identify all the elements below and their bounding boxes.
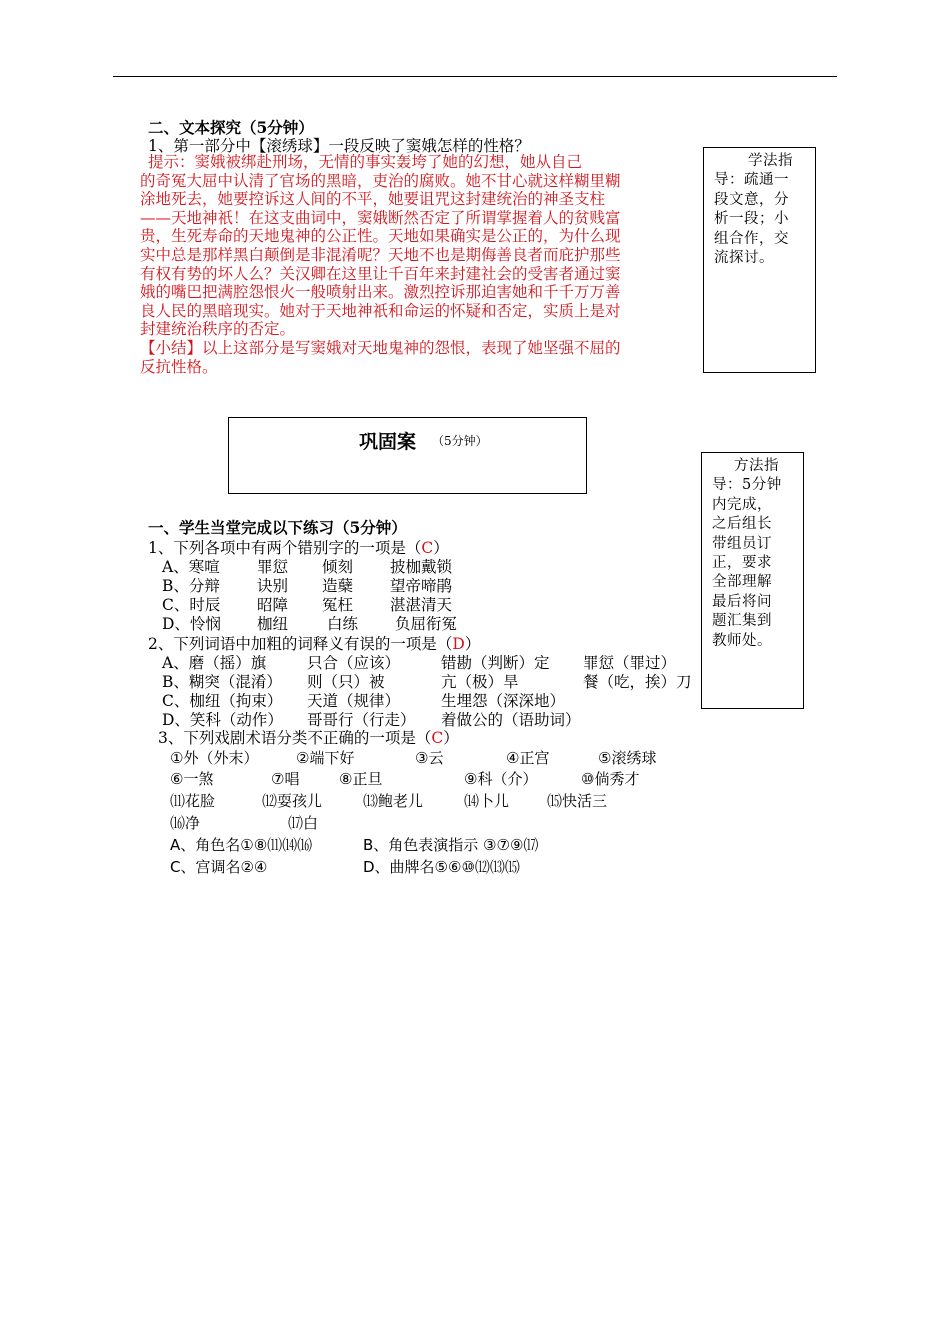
option-word: B、糊突（混淆） — [162, 673, 282, 691]
box-line: 正，要求 — [712, 555, 772, 572]
term: ⑤滚绣球 — [598, 749, 657, 767]
question-close: ） — [433, 539, 449, 557]
answer-letter: C — [421, 539, 434, 557]
option-word: C、枷纽（拘束） — [162, 692, 283, 710]
answer-letter: D — [452, 635, 465, 653]
option-word: 亢（极）旱 — [441, 673, 519, 691]
hint-paragraph — [140, 153, 636, 376]
box-line: 带组员订 — [712, 535, 772, 552]
box-line: 之后组长 — [712, 516, 772, 533]
option-word: 天道（规律） — [307, 692, 401, 710]
term: ⑩倘秀才 — [581, 770, 640, 788]
term: ⑾花脸 — [170, 792, 216, 810]
hint-line: 实中总是那样黑白颠倒是非混淆呢？天地不也是期侮善良者而庇护那些 — [140, 245, 621, 264]
term: ⑦唱 — [271, 770, 300, 788]
term: ⒂快活三 — [547, 792, 608, 810]
box-line: 教师处。 — [712, 632, 772, 649]
summary-line: 【小结】以上这部分是写窦娥对天地鬼神的怨恨，表现了她坚强不屈的 — [140, 338, 621, 357]
hint-line: ——天地神祇！在这支曲词中，窦娥断然否定了所谓掌握着人的贫贱富 — [140, 208, 621, 227]
option-word: A、磨（摇）旗 — [162, 654, 267, 672]
method-guide-box — [701, 452, 804, 709]
question-1-text: 1、第一部分中【滚绣球】一段反映了窦娥怎样的性格？ — [148, 137, 530, 155]
hint-line: 贵，生死寿命的天地鬼神的公正性。天地如果确实是公正的，为什么现 — [140, 227, 621, 246]
box-line: 全部理解 — [712, 574, 772, 591]
exercise-heading: 一、学生当堂完成以下练习（5分钟） — [148, 518, 407, 537]
option-word: 罪愆（罪过） — [583, 654, 677, 672]
option-word: 负屈衔冤 — [395, 615, 458, 633]
term: ⑧正旦 — [339, 770, 383, 788]
consolidation-title-box — [228, 417, 587, 494]
option-word: 造蘖 — [322, 577, 354, 595]
box-line: 最后将问 — [712, 593, 772, 610]
term: ⒁卜儿 — [464, 792, 510, 810]
question-close: ） — [464, 635, 481, 653]
term: ③云 — [415, 749, 444, 767]
study-method-box — [703, 147, 816, 373]
answer-option: A、角色名①⑧⑾⒁⒃ — [170, 836, 313, 854]
question-stem: 1、下列各项中有两个错别字的一项是（ — [148, 539, 422, 557]
hint-line: 良人民的黑暗现实。她对于天地神祇和命运的怀疑和否定，实质上是对 — [140, 301, 621, 320]
question-close: ） — [443, 729, 459, 747]
option-word: 昭障 — [257, 596, 289, 614]
box-line: 题汇集到 — [712, 613, 772, 630]
option-word: 白练 — [327, 615, 359, 633]
option-word: 冤枉 — [322, 596, 354, 614]
exercise-q3-stem — [158, 726, 459, 748]
option-word: 错勘（判断）定 — [441, 654, 550, 672]
consolidation-title: 巩固案 — [359, 431, 417, 453]
answer-letter: C — [431, 729, 444, 747]
term: ⑥一煞 — [170, 770, 214, 788]
section-heading: 二、文本探究（5分钟） — [148, 118, 314, 137]
option-word: 枷纽 — [257, 615, 289, 633]
term: ⑿耍孩儿 — [262, 792, 323, 810]
hint-line: 提示：窦娥被绑赴刑场，无情的事实轰垮了她的幻想，她从自己 — [148, 153, 583, 171]
box-line: 导：5分钟 — [712, 477, 782, 494]
box-line: 段文意，分 — [714, 191, 789, 208]
option-word: D、怜悯 — [162, 615, 221, 633]
option-word: D、笑科（动作） — [162, 711, 283, 729]
hint-line: 的奇冤大屈中认清了官场的黑暗，吏治的腐败。她不甘心就这样糊里糊 — [140, 171, 621, 190]
box-line: 组合作，交 — [714, 230, 789, 247]
option-word: 倾刻 — [322, 558, 354, 576]
hint-line: 封建统治秩序的否定。 — [140, 320, 296, 339]
option-word: 着做公的（语助词） — [441, 711, 581, 729]
box-line: 学法指 — [748, 153, 793, 169]
option-word: 只合（应该） — [307, 654, 401, 672]
question-stem: 3、下列戏剧术语分类不正确的一项是（ — [158, 729, 432, 747]
hint-line: 涂地死去，她要控诉这人间的不平，她要诅咒这封建统治的神圣支柱 — [140, 190, 606, 209]
box-line: 导：疏通一 — [714, 172, 789, 189]
answer-option: B、角色表演指示 ③⑦⑨⒄ — [363, 836, 539, 854]
option-word: A、寒喧 — [162, 558, 220, 576]
question-stem: 2、下列词语中加粗的词释义有误的一项是（ — [148, 635, 453, 653]
term: ②端下好 — [296, 749, 355, 767]
header-rule — [113, 76, 837, 77]
option-word: 湛湛清天 — [390, 596, 453, 614]
option-word: 餐（吃，挨）刀 — [583, 673, 692, 691]
box-line: 流探讨。 — [714, 250, 774, 267]
consolidation-subtitle: （5分钟） — [432, 434, 488, 448]
answer-option: D、曲牌名⑤⑥⑩⑿⒀⒂ — [363, 858, 520, 876]
option-word: B、分辩 — [162, 577, 220, 595]
option-word: C、时辰 — [162, 596, 221, 614]
term: ⒄白 — [288, 814, 319, 832]
box-line: 析一段；小 — [714, 211, 789, 228]
term: ⑨科（介） — [464, 770, 538, 788]
box-line: 方法指 — [734, 458, 779, 474]
option-word: 则（只）被 — [307, 673, 385, 691]
answer-option: C、宫调名②④ — [170, 858, 268, 876]
term: ④正宫 — [506, 749, 550, 767]
option-word: 披枷戴锁 — [390, 558, 453, 576]
term: ⒃净 — [170, 814, 201, 832]
option-word: 哥哥行（行走） — [307, 711, 416, 729]
hint-line: 有权有势的坏人么？关汉卿在这里让千百年来封建社会的受害者通过窦 — [140, 264, 621, 283]
term: ①外（外末） — [170, 749, 259, 767]
summary-line: 反抗性格。 — [140, 357, 218, 376]
hint-line: 娥的嘴巴把满腔怨恨火一般喷射出来。激烈控诉那迫害她和千千万万善 — [140, 283, 621, 302]
option-word: 罪愆 — [257, 558, 289, 576]
option-word: 生埋怨（深深地） — [441, 692, 566, 710]
option-word: 望帝啼鹃 — [390, 577, 453, 595]
box-line: 内完成， — [712, 496, 772, 513]
term: ⒀鲍老儿 — [363, 792, 424, 810]
option-word: 诀别 — [257, 577, 289, 595]
